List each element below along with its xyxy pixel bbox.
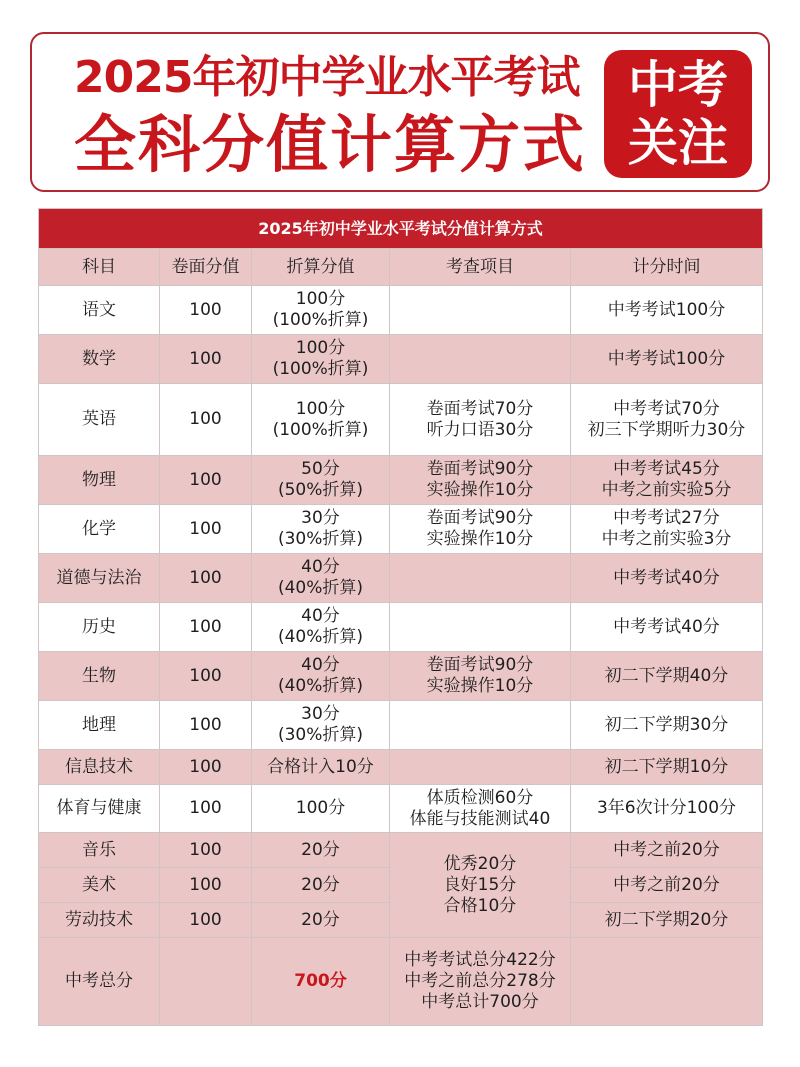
converted-score-cell-line: (100%折算) — [272, 310, 369, 330]
table-row — [39, 286, 763, 335]
assessment-items-cell-line: 卷面考试70分 — [426, 398, 534, 419]
scoring-time-cell — [571, 335, 763, 384]
total-row — [39, 938, 763, 1026]
scoring-time-cell — [571, 701, 763, 750]
paper-score-cell: 100 — [160, 903, 252, 938]
converted-score-cell — [252, 335, 390, 384]
scoring-time-cell — [571, 505, 763, 554]
scoring-time-cell — [571, 750, 763, 785]
table-title: 2025年初中学业水平考试分值计算方式 — [39, 209, 763, 249]
assessment-items-cell-line: 合格10分 — [443, 895, 517, 916]
assessment-items-cell — [390, 554, 571, 603]
table-row — [39, 554, 763, 603]
scoring-time-cell — [571, 456, 763, 505]
scoring-time-cell-line: 中考考试70分 — [613, 398, 720, 419]
table-row — [39, 335, 763, 384]
assessment-items-cell — [390, 785, 571, 833]
subject-cell: 美术 — [39, 868, 160, 903]
paper-score-cell: 100 — [160, 652, 252, 701]
converted-score-cell — [252, 456, 390, 505]
converted-score-cell-line: (30%折算) — [277, 529, 364, 549]
subject-cell: 英语 — [39, 384, 160, 456]
paper-score-cell: 100 — [160, 286, 252, 335]
scoring-time-cell-line: 中考之前实验3分 — [601, 529, 732, 549]
page-title — [74, 48, 594, 182]
table-header-row — [39, 249, 763, 286]
paper-score-cell: 100 — [160, 505, 252, 554]
converted-score-cell-line: 50分 — [301, 459, 340, 479]
converted-score-cell-line: (40%折算) — [277, 676, 364, 696]
total-label-cell: 中考总分 — [39, 938, 160, 1026]
scoring-time-cell — [571, 384, 763, 456]
paper-score-cell: 100 — [160, 833, 252, 868]
title-line-1: 2025年初中学业水平考试 — [74, 52, 580, 103]
converted-score-cell — [252, 785, 390, 833]
converted-score-cell: 20分 — [252, 833, 390, 868]
scoring-time-cell — [571, 603, 763, 652]
scoring-time-cell-line: 初二下学期30分 — [604, 714, 729, 735]
table-row — [39, 456, 763, 505]
scoring-time-cell-line: 中考考试40分 — [613, 616, 720, 637]
subject-cell: 劳动技术 — [39, 903, 160, 938]
title-line-2: 全科分值计算方式 — [74, 108, 587, 181]
table-row — [39, 833, 763, 868]
converted-score-cell: 20分 — [252, 903, 390, 938]
assessment-items-cell-line: 实验操作10分 — [426, 676, 534, 696]
assessment-items-cell — [390, 701, 571, 750]
converted-score-cell-line: 100分 — [295, 289, 346, 309]
converted-score-cell-line: 100分 — [295, 338, 346, 358]
assessment-items-cell — [390, 652, 571, 701]
table-row — [39, 603, 763, 652]
converted-score-cell — [252, 652, 390, 701]
badge-line-2: 关注 — [628, 114, 728, 172]
subject-cell: 生物 — [39, 652, 160, 701]
converted-score-cell-line: (30%折算) — [277, 725, 364, 745]
table-row — [39, 750, 763, 785]
converted-score-cell-line: (40%折算) — [277, 578, 364, 598]
column-header: 考查项目 — [390, 249, 571, 286]
subject-cell: 化学 — [39, 505, 160, 554]
scoring-time-cell — [571, 286, 763, 335]
table-row — [39, 785, 763, 833]
assessment-items-cell — [390, 335, 571, 384]
converted-score-cell — [252, 505, 390, 554]
assessment-items-cell-line: 卷面考试90分 — [426, 508, 534, 528]
total-items-cell — [390, 938, 571, 1026]
subject-cell: 音乐 — [39, 833, 160, 868]
converted-score-cell-line: (50%折算) — [277, 480, 364, 500]
converted-score-cell — [252, 750, 390, 785]
table-row — [39, 505, 763, 554]
column-header: 计分时间 — [571, 249, 763, 286]
column-header: 折算分值 — [252, 249, 390, 286]
assessment-items-cell — [390, 384, 571, 456]
converted-score-cell-line: 30分 — [301, 704, 340, 724]
paper-score-cell: 100 — [160, 750, 252, 785]
column-header: 科目 — [39, 249, 160, 286]
assessment-items-cell — [390, 505, 571, 554]
assessment-items-cell-line: 实验操作10分 — [426, 529, 534, 549]
assessment-items-cell — [390, 456, 571, 505]
subject-cell: 地理 — [39, 701, 160, 750]
paper-score-cell: 100 — [160, 456, 252, 505]
assessment-items-cell — [390, 833, 571, 938]
converted-score-cell-line: (100%折算) — [272, 419, 369, 440]
scoring-time-cell — [571, 652, 763, 701]
empty-cell — [160, 938, 252, 1026]
paper-score-cell: 100 — [160, 701, 252, 750]
assessment-items-cell-line: 卷面考试90分 — [426, 655, 534, 675]
scoring-time-cell: 中考之前20分 — [571, 833, 763, 868]
scoring-time-cell-line: 3年6次计分100分 — [596, 798, 737, 818]
assessment-items-cell — [390, 750, 571, 785]
scoring-time-cell-line: 中考考试40分 — [613, 567, 720, 588]
table-row — [39, 701, 763, 750]
converted-score-cell-line: 40分 — [301, 557, 340, 577]
scoring-time-cell-line: 中考之前实验5分 — [601, 480, 732, 500]
scoring-time-cell-line: 中考考试100分 — [607, 299, 726, 320]
paper-score-cell: 100 — [160, 603, 252, 652]
title-banner — [30, 32, 770, 192]
converted-score-cell-line: (40%折算) — [277, 627, 364, 647]
converted-score-cell-line: 100分 — [295, 398, 346, 419]
paper-score-cell: 100 — [160, 384, 252, 456]
converted-score-cell — [252, 286, 390, 335]
assessment-items-cell-line: 听力口语30分 — [426, 419, 534, 440]
paper-score-cell: 100 — [160, 335, 252, 384]
column-header: 卷面分值 — [160, 249, 252, 286]
paper-score-cell: 100 — [160, 554, 252, 603]
scoring-time-cell: 中考之前20分 — [571, 868, 763, 903]
assessment-items-cell-line: 体能与技能测试40 — [409, 808, 551, 829]
subject-cell: 信息技术 — [39, 750, 160, 785]
subject-cell: 体育与健康 — [39, 785, 160, 833]
assessment-items-cell-line: 实验操作10分 — [426, 480, 534, 500]
converted-score-cell — [252, 701, 390, 750]
converted-score-cell-line: 30分 — [301, 508, 340, 528]
subject-cell: 物理 — [39, 456, 160, 505]
assessment-items-cell — [390, 603, 571, 652]
total-items-cell-line: 中考考试总分422分 — [404, 950, 556, 970]
table-row — [39, 652, 763, 701]
converted-score-cell: 20分 — [252, 868, 390, 903]
scoring-time-cell-line: 初二下学期40分 — [604, 665, 729, 686]
assessment-items-cell-line: 体质检测60分 — [426, 787, 534, 808]
scoring-time-cell: 初二下学期20分 — [571, 903, 763, 938]
badge — [604, 50, 752, 178]
converted-score-cell — [252, 603, 390, 652]
scoring-time-cell — [571, 554, 763, 603]
assessment-items-cell — [390, 286, 571, 335]
empty-cell — [571, 938, 763, 1026]
converted-score-cell-line: (100%折算) — [272, 359, 369, 379]
badge-line-1: 中考 — [628, 56, 728, 114]
converted-score-cell-line: 合格计入10分 — [267, 756, 374, 777]
table-row — [39, 384, 763, 456]
scoring-time-cell-line: 初二下学期10分 — [604, 756, 729, 777]
total-value-cell: 700分 — [252, 938, 390, 1026]
scoring-time-cell-line: 中考考试27分 — [613, 508, 720, 528]
scoring-time-cell-line: 中考考试45分 — [613, 459, 720, 479]
converted-score-cell-line: 40分 — [301, 655, 340, 675]
subject-cell: 数学 — [39, 335, 160, 384]
score-table-container — [38, 208, 762, 1026]
converted-score-cell — [252, 384, 390, 456]
assessment-items-cell-line: 优秀20分 — [443, 853, 517, 874]
converted-score-cell-line: 40分 — [301, 606, 340, 626]
total-items-cell-line: 中考之前总分278分 — [404, 971, 556, 991]
scoring-time-cell-line: 初三下学期听力30分 — [587, 419, 746, 440]
assessment-items-cell-line: 卷面考试90分 — [426, 459, 534, 479]
subject-cell: 道德与法治 — [39, 554, 160, 603]
converted-score-cell — [252, 554, 390, 603]
converted-score-cell-line: 100分 — [295, 798, 346, 818]
assessment-items-cell-line: 良好15分 — [443, 874, 517, 895]
paper-score-cell: 100 — [160, 785, 252, 833]
scoring-time-cell-line: 中考考试100分 — [607, 348, 726, 369]
total-items-cell-line: 中考总计700分 — [421, 992, 539, 1012]
subject-cell: 语文 — [39, 286, 160, 335]
subject-cell: 历史 — [39, 603, 160, 652]
scoring-time-cell — [571, 785, 763, 833]
paper-score-cell: 100 — [160, 868, 252, 903]
score-table — [38, 208, 763, 1026]
